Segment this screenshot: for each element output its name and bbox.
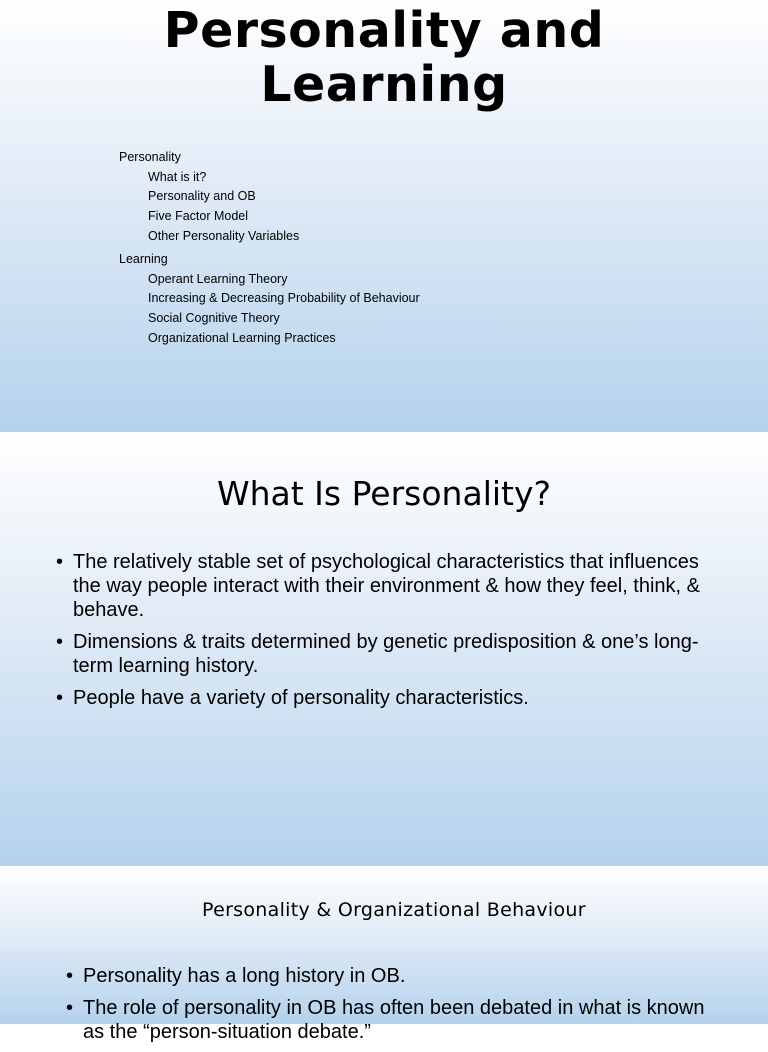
outline-item: Increasing & Decreasing Probability of Behaviour xyxy=(148,291,420,305)
bullet-text: The relatively stable set of psychological characteristics that influences the way people interact with their environment & how they feel, think, & behave. xyxy=(73,551,701,621)
outline-item: Organizational Learning Practices xyxy=(148,331,336,345)
bullet-item xyxy=(66,964,726,988)
bullet-text: People have a variety of personality characteristics. xyxy=(73,687,529,709)
bullet-item xyxy=(56,686,716,710)
bullet-item xyxy=(56,630,716,678)
bullet-marker: • xyxy=(66,997,74,1019)
bullet-marker: • xyxy=(66,965,74,987)
bullet-list xyxy=(66,964,726,1052)
slide-personality-and-learning xyxy=(0,0,768,432)
bullet-marker: • xyxy=(56,631,64,653)
slide-what-is-personality xyxy=(0,434,768,866)
outline-heading: Learning xyxy=(119,252,168,266)
title-line-2: Learning xyxy=(260,56,508,113)
bullet-marker: • xyxy=(56,551,64,573)
bullet-item xyxy=(66,996,726,1044)
outline-item: Operant Learning Theory xyxy=(148,272,288,286)
outline-item: Other Personality Variables xyxy=(148,229,300,243)
bullet-text: Personality has a long history in OB. xyxy=(83,965,406,987)
outline-heading: Personality xyxy=(119,150,181,164)
outline-item: Personality and OB xyxy=(148,189,256,203)
outline-item: What is it? xyxy=(148,170,207,184)
outline-item: Social Cognitive Theory xyxy=(148,311,280,325)
bullet-item xyxy=(56,550,716,622)
slide-title xyxy=(0,4,768,112)
outline-item: Five Factor Model xyxy=(148,209,249,223)
bullet-list xyxy=(56,550,716,718)
slide-title: What Is Personality? xyxy=(216,474,552,513)
bullet-text: The role of personality in OB has often been debated in what is known as the “person-situation debate.” xyxy=(83,997,705,1043)
bullet-marker: • xyxy=(56,687,64,709)
bullet-text: Dimensions & traits determined by genetic predisposition & one’s long-term learning history. xyxy=(73,631,699,677)
slide-personality-and-ob xyxy=(0,868,768,1043)
slide-title: Personality & Organizational Behaviour xyxy=(202,899,586,921)
title-line-1: Personality and xyxy=(163,2,605,59)
